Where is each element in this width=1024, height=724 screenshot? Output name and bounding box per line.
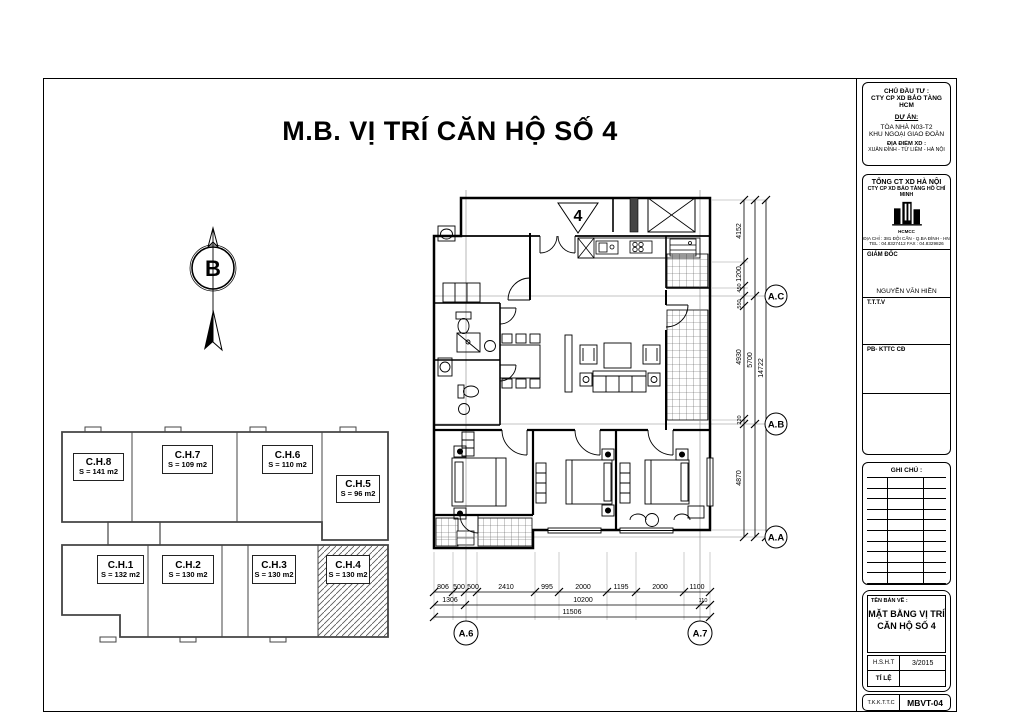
drawing-code: MBVT-04 [907, 697, 944, 708]
notes-table [867, 477, 946, 584]
dim-label: 500 [453, 584, 465, 591]
unit-name: C.H.8 [85, 457, 112, 469]
grid-label: A.C [767, 291, 785, 303]
key-plan-unit-ch1 [97, 555, 144, 584]
unit-name: C.H.6 [274, 449, 301, 461]
scale-label: TỈ LỆ [868, 671, 900, 686]
dim-label: 450 [737, 283, 743, 293]
unit-marker-number: 4 [573, 208, 583, 225]
scale-value [900, 671, 945, 686]
grid-lines [434, 190, 768, 621]
project-name2: KHU NGOẠI GIAO ĐOÀN [868, 131, 945, 138]
unit-name: C.H.5 [345, 479, 371, 491]
site-value: XUÂN ĐỈNH - TỪ LIÊM - HÀ NỘI [868, 147, 945, 153]
key-plan-unit-ch3 [252, 555, 296, 584]
owner-name: CTY CP XD BẢO TÀNG HCM [871, 95, 942, 109]
compass-south-fill [204, 310, 213, 350]
page-title: M.B. VỊ TRÍ CĂN HỘ SỐ 4 [282, 116, 618, 146]
titleblock-investor-box [862, 82, 951, 166]
stage-label: T.K.K.T.T.C [863, 695, 900, 710]
dim-label: 5700 [747, 352, 754, 368]
key-plan-unit-ch8 [73, 453, 124, 481]
unit-area: S = 132 m2 [101, 569, 140, 579]
drawing-name-line2: CĂN HỘ SỐ 4 [877, 621, 936, 631]
dim-label: 550 [737, 299, 743, 309]
unit-name: C.H.1 [107, 559, 134, 571]
dim-label: 220 [737, 415, 743, 425]
dim-label: 11506 [562, 609, 582, 616]
dim-label: 2410 [498, 584, 514, 591]
dim-label: 995 [541, 584, 553, 591]
project-name1: TÒA NHÀ N03-T2 [880, 124, 933, 131]
consultant-label: T.T.T.V [867, 300, 886, 306]
dim-label: 110 [698, 598, 708, 604]
dim-label: 806 [437, 584, 449, 591]
dim-label: 1195 [613, 584, 629, 591]
company-name2: CTY CP XD BẢO TÀNG HỒ CHÍ MINH [867, 186, 946, 198]
north-compass [183, 213, 247, 358]
key-plan-unit-ch7 [162, 445, 213, 474]
dim-label: 4870 [736, 470, 743, 486]
unit-name: C.H.7 [174, 449, 201, 461]
grid-label: A.B [767, 419, 785, 431]
unit-area: S = 130 m2 [168, 569, 208, 579]
dim-label: 14722 [758, 358, 765, 378]
unit-marker [558, 203, 598, 233]
drawing-name-cell [867, 595, 946, 653]
grid-label: A.7 [692, 628, 708, 640]
titleblock-footer-box [862, 694, 951, 711]
doors [460, 236, 688, 533]
dim-label: 1200 [736, 266, 743, 282]
drawing-name-line1: MẶT BẰNG VỊ TRÍ [868, 609, 945, 619]
grid-label: A.A [767, 532, 785, 544]
notes-label: GHI CHÚ : [890, 467, 923, 474]
dim-label: 4152 [736, 223, 743, 239]
company-telfax: TEL : 04.8327412 FAX : 04.8329826 [869, 241, 944, 246]
dim-label: 10200 [573, 597, 593, 604]
dimension-lines [430, 196, 770, 621]
dim-label: 4930 [736, 349, 743, 365]
key-plan-unit-ch5 [336, 475, 380, 503]
bathroom-fixtures [438, 226, 496, 415]
record-label: H.S.H.T [868, 656, 900, 671]
dim-label: 1306 [442, 597, 458, 604]
grid-label: A.6 [458, 628, 474, 640]
drawing-name-label: TÊN BẢN VẼ : [871, 598, 908, 604]
shaft-void [630, 198, 695, 232]
unit-area: S = 130 m2 [254, 569, 294, 579]
living-furniture [500, 334, 660, 392]
bedroom-furniture [452, 432, 704, 527]
director-name: NGUYỄN VĂN HIỀN [876, 288, 937, 295]
dim-label: 2000 [652, 584, 668, 591]
key-plan-unit-ch6 [262, 445, 313, 474]
record-value: 3/2015 [900, 656, 945, 671]
unit-area: S = 96 m2 [340, 489, 376, 499]
main-floor-plan [420, 185, 800, 660]
titleblock-company-box [862, 174, 951, 455]
company-logo [863, 200, 950, 234]
site-label: ĐỊA ĐIỂM XD : [886, 141, 927, 147]
key-plan-unit-ch4 [326, 555, 370, 584]
company-address: ĐỊA CHỈ : 381 ĐỘI CẤN - Q.BA ĐÌNH - HN [863, 236, 950, 241]
unit-area: S = 110 m2 [268, 459, 307, 469]
company-name1: TỔNG CT XD HÀ NỘI [871, 179, 942, 186]
unit-area: S = 109 m2 [168, 459, 207, 469]
unit-area: S = 130 m2 [328, 569, 368, 579]
titleblock-drawing-box [862, 590, 951, 692]
titleblock-notes-box [862, 462, 951, 585]
compass-label: B [205, 256, 221, 281]
dept-label: PB- KTTC CĐ [867, 347, 906, 353]
unit-name: C.H.2 [175, 559, 201, 571]
unit-area: S = 141 m2 [79, 467, 118, 477]
title-block-divider [856, 78, 857, 711]
director-label: GIÁM ĐỐC [867, 252, 898, 258]
key-plan-unit-ch2 [162, 555, 214, 584]
dim-label: 2000 [575, 584, 591, 591]
company-logo-icon [890, 200, 924, 226]
dimension-labels-right [736, 223, 765, 486]
unit-name: C.H.3 [261, 559, 287, 571]
company-logo-text: HCMCC [898, 229, 915, 234]
dim-label: 500 [467, 584, 479, 591]
unit-name: C.H.4 [335, 559, 361, 571]
dimension-labels-bottom [437, 584, 707, 616]
drawing-meta-table [867, 655, 946, 687]
grid-bubbles [454, 285, 787, 645]
dim-label: 1100 [689, 584, 705, 591]
owner-label: CHỦ ĐẦU TƯ : [883, 88, 930, 95]
project-label: DỰ ÁN: [894, 114, 919, 121]
